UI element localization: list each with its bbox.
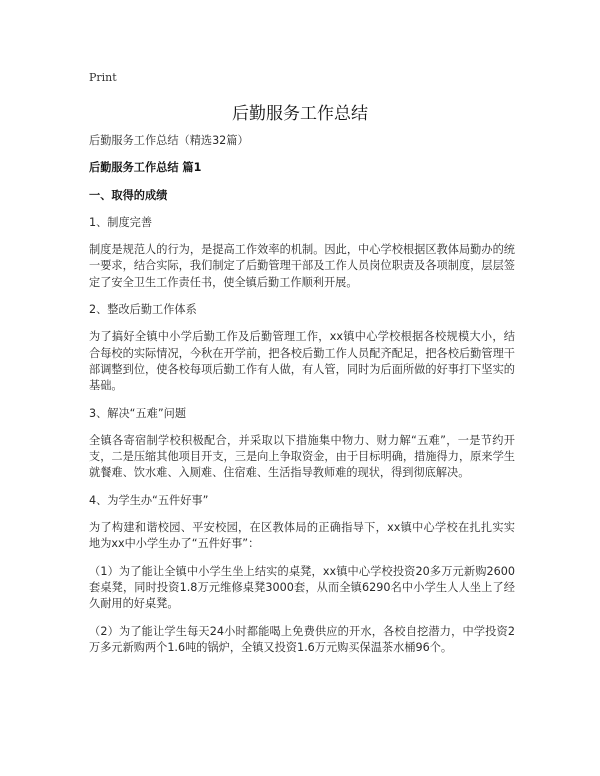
item-paragraph: 制度是规范人的行为，是提高工作效率的机制。因此，中心学校根据区教体局勤办的统一要求，结合实际，我们制定了后勤管理干部及工作人员岗位职责及各项制度，层层签定了安全卫生工作责任书，使全镇后勤工作顺利开展。 [89, 243, 515, 289]
item-heading: 2、整改后勤工作体系 [89, 303, 197, 317]
part-heading: 一、取得的成绩 [89, 188, 168, 202]
item-paragraph: 为了构建和谐校园、平安校园，在区教体局的正确指导下，xx镇中心学校在扎扎实实地为xx中小学生办了“五件好事”： [89, 521, 515, 551]
print-label: Print [89, 71, 117, 84]
item-heading: 3、解决“五难”问题 [89, 406, 187, 420]
document-subtitle: 后勤服务工作总结（精选32篇） [89, 134, 249, 147]
item-paragraph: 为了搞好全镇中小学后勤工作及后勤管理工作，xx镇中心学校根据各校规模大小，结合每校的实际情况，今秋在开学前，把各校后勤工作人员配齐配足，把各校后勤管理干部调整到位，使各校每项后勤工作有人做，有人管，同时为后面所做的好事打下坚实的基础。 [89, 330, 515, 393]
item-paragraph: 全镇各寄宿制学校积极配合，并采取以下措施集中物力、财力解“五难”，一是节约开支，二是压缩其他项目开支，三是向上争取资金，由于目标明确，措施得力，原来学生就餐难、饮水难、入厕难、住宿难、生活指导教师难的现状，得到彻底解决。 [89, 433, 515, 480]
item-paragraph: （2）为了能让学生每天24小时都能喝上免费供应的开水，各校自挖潜力，中学投资2万多元新购两个1.6吨的锅炉，全镇又投资1.6万元购买保温茶水桶96个。 [89, 624, 515, 654]
document-title: 后勤服务工作总结 [232, 104, 368, 124]
section-heading: 后勤服务工作总结 篇1 [89, 161, 202, 175]
item-heading: 1、制度完善 [89, 215, 153, 229]
item-paragraph: （1）为了能让全镇中小学生坐上结实的桌凳，xx镇中心学校投资20多万元新购2600套桌凳，同时投资1.8万元维修桌凳3000套，从而全镇6290名中小学生人人坐上了经久耐用的好桌凳。 [89, 564, 515, 611]
document-body [89, 133, 515, 667]
item-heading: 4、为学生办“五件好事” [89, 493, 209, 507]
